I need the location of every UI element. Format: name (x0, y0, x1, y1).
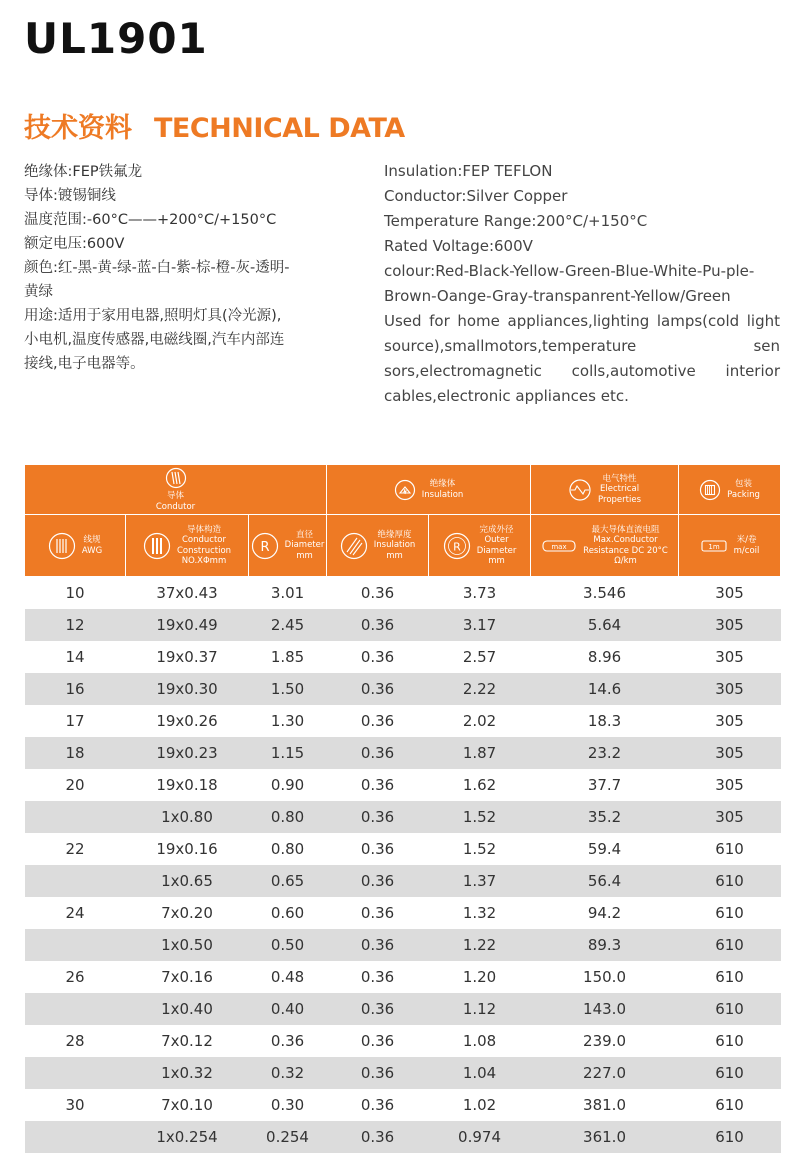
cell-packing: 305 (679, 609, 781, 641)
group-insulation-cn: 绝缘体 (429, 479, 456, 489)
cell-thickness: 0.36 (327, 1121, 429, 1153)
cell-diameter: 1.85 (249, 641, 327, 673)
table-row (25, 705, 781, 737)
cell-construction: 7x0.20 (126, 897, 249, 929)
cell-diameter: 0.65 (249, 865, 327, 897)
section-heading (24, 106, 405, 145)
col-outer-unit: mm (488, 556, 505, 566)
section-heading-en: TECHNICAL DATA (154, 113, 405, 144)
cell-awg: 28 (25, 1025, 126, 1057)
group-insulation-en: Insulation (421, 489, 464, 500)
cell-packing: 610 (679, 929, 781, 961)
cell-awg: 18 (25, 737, 126, 769)
cell-packing: 610 (679, 1057, 781, 1089)
group-packing-cn: 包装 (735, 479, 753, 489)
column-header-diameter (249, 515, 327, 577)
column-header-resistance (531, 515, 679, 577)
cell-construction: 1x0.50 (126, 929, 249, 961)
cell-packing: 610 (679, 1121, 781, 1153)
table-row (25, 1057, 781, 1089)
col-diameter-en: Diameter (284, 540, 325, 551)
col-packing-cn: 米/卷 (736, 535, 757, 545)
group-conductor-cn: 导体 (167, 491, 185, 501)
cell-outer-diameter: 3.73 (429, 577, 531, 609)
en-spec-conductor: Conductor:Silver Copper (384, 187, 568, 205)
cell-resistance: 361.0 (531, 1121, 679, 1153)
cell-construction: 19x0.18 (126, 769, 249, 801)
cell-construction: 19x0.37 (126, 641, 249, 673)
cell-awg: 30 (25, 1089, 126, 1121)
english-specs (384, 159, 780, 409)
cell-diameter: 0.48 (249, 961, 327, 993)
group-packing-en: Packing (727, 489, 760, 500)
cell-outer-diameter: 1.04 (429, 1057, 531, 1089)
cell-resistance: 8.96 (531, 641, 679, 673)
cell-diameter: 0.254 (249, 1121, 327, 1153)
cell-resistance: 227.0 (531, 1057, 679, 1089)
table-row (25, 641, 781, 673)
cell-resistance: 23.2 (531, 737, 679, 769)
en-spec-insulation: Insulation:FEP TEFLON (384, 162, 553, 180)
table-row (25, 673, 781, 705)
en-spec-colour: colour:Red-Black-Yellow-Green-Blue-White-Pu-ple-Brown-Oange-Gray-transpanrent-Yellow/Green (384, 262, 755, 305)
cell-construction: 19x0.49 (126, 609, 249, 641)
cell-packing: 610 (679, 1025, 781, 1057)
cell-packing: 610 (679, 897, 781, 929)
group-header-electrical (531, 465, 679, 515)
cell-outer-diameter: 2.57 (429, 641, 531, 673)
table-row (25, 577, 781, 609)
cell-awg: 16 (25, 673, 126, 705)
cell-outer-diameter: 1.87 (429, 737, 531, 769)
column-header-packing (679, 515, 781, 577)
cell-thickness: 0.36 (327, 833, 429, 865)
cell-diameter: 0.40 (249, 993, 327, 1025)
cell-construction: 1x0.32 (126, 1057, 249, 1089)
cn-spec-line: 小电机,温度传感器,电磁线圈,汽车内部连 (24, 332, 285, 348)
cell-packing: 305 (679, 801, 781, 833)
cell-awg: 17 (25, 705, 126, 737)
cell-thickness: 0.36 (327, 1057, 429, 1089)
table-row (25, 769, 781, 801)
cell-diameter: 0.80 (249, 833, 327, 865)
cell-outer-diameter: 1.08 (429, 1025, 531, 1057)
cell-thickness: 0.36 (327, 673, 429, 705)
insulation-thickness-icon (340, 532, 368, 560)
cell-construction: 19x0.16 (126, 833, 249, 865)
cell-packing: 610 (679, 865, 781, 897)
col-construction-en3: NO.XΦmm (181, 556, 227, 566)
col-construction-en2: Construction (176, 545, 232, 556)
cn-spec-line: 导体:镀锡铜线 (24, 188, 116, 204)
table-row (25, 737, 781, 769)
group-electrical-en1: Electrical (599, 484, 640, 495)
cell-awg (25, 1057, 126, 1089)
cell-construction: 1x0.254 (126, 1121, 249, 1153)
cell-outer-diameter: 2.02 (429, 705, 531, 737)
cell-construction: 1x0.40 (126, 993, 249, 1025)
cell-thickness: 0.36 (327, 577, 429, 609)
cell-outer-diameter: 1.22 (429, 929, 531, 961)
cell-awg: 22 (25, 833, 126, 865)
cell-outer-diameter: 2.22 (429, 673, 531, 705)
column-header-outer-diameter (429, 515, 531, 577)
cell-packing: 610 (679, 961, 781, 993)
cell-awg (25, 865, 126, 897)
table-row (25, 609, 781, 641)
cell-awg (25, 1121, 126, 1153)
cell-construction: 1x0.80 (126, 801, 249, 833)
group-header-conductor (25, 465, 327, 515)
wire-strand-icon (143, 532, 171, 560)
meter-icon (700, 536, 728, 556)
group-electrical-cn: 电气特性 (602, 473, 637, 484)
cell-resistance: 89.3 (531, 929, 679, 961)
table-row (25, 929, 781, 961)
cell-resistance: 5.64 (531, 609, 679, 641)
cell-packing: 305 (679, 673, 781, 705)
cell-resistance: 143.0 (531, 993, 679, 1025)
cell-thickness: 0.36 (327, 769, 429, 801)
radius-icon (251, 532, 279, 560)
cn-spec-line: 用途:适用于家用电器,照明灯具(冷光源), (24, 308, 282, 324)
cell-thickness: 0.36 (327, 1089, 429, 1121)
col-outer-en2: Diameter (476, 545, 517, 556)
table-row (25, 865, 781, 897)
col-outer-en1: Outer (484, 535, 509, 545)
cell-diameter: 1.15 (249, 737, 327, 769)
table-row (25, 1121, 781, 1153)
coil-icon (699, 479, 721, 501)
group-header-packing (679, 465, 781, 515)
col-construction-en1: Conductor (181, 535, 226, 545)
table-row (25, 1025, 781, 1057)
column-header-construction (126, 515, 249, 577)
col-awg-cn: 线规 (83, 535, 101, 545)
cn-spec-line: 温度范围:-60°C——+200°C/+150°C (24, 212, 277, 228)
cell-diameter: 0.50 (249, 929, 327, 961)
cell-diameter: 0.30 (249, 1089, 327, 1121)
cell-construction: 7x0.16 (126, 961, 249, 993)
cell-resistance: 37.7 (531, 769, 679, 801)
page-title: UL1901 (24, 14, 208, 63)
col-resistance-en1: Max.Conductor (593, 535, 658, 545)
cell-resistance: 35.2 (531, 801, 679, 833)
col-packing-en: m/coil (733, 545, 760, 556)
cell-packing: 305 (679, 577, 781, 609)
cell-awg (25, 993, 126, 1025)
cell-awg: 10 (25, 577, 126, 609)
en-spec-temperature: Temperature Range:200°C/+150°C (384, 212, 648, 230)
cell-outer-diameter: 1.12 (429, 993, 531, 1025)
max-icon-label: max (551, 542, 567, 551)
cell-packing: 305 (679, 769, 781, 801)
cell-thickness: 0.36 (327, 993, 429, 1025)
cell-thickness: 0.36 (327, 801, 429, 833)
cell-resistance: 56.4 (531, 865, 679, 897)
cell-packing: 610 (679, 1089, 781, 1121)
cell-thickness: 0.36 (327, 865, 429, 897)
cell-diameter: 0.90 (249, 769, 327, 801)
insulation-icon (394, 479, 416, 501)
col-thickness-en: Insulation (373, 540, 416, 551)
cn-spec-line: 额定电压:600V (24, 236, 125, 252)
technical-data-table (24, 464, 780, 1153)
table-row (25, 897, 781, 929)
cell-outer-diameter: 1.62 (429, 769, 531, 801)
section-heading-cn: 技术资料 (24, 113, 132, 144)
cell-outer-diameter: 1.52 (429, 801, 531, 833)
en-spec-voltage: Rated Voltage:600V (384, 237, 533, 255)
cell-construction: 37x0.43 (126, 577, 249, 609)
cell-packing: 305 (679, 641, 781, 673)
table-body (25, 577, 781, 1153)
cell-outer-diameter: 1.37 (429, 865, 531, 897)
outer-diameter-icon (443, 532, 471, 560)
col-outer-cn: 完成外径 (479, 524, 514, 535)
cell-packing: 610 (679, 833, 781, 865)
table-row (25, 801, 781, 833)
cell-construction: 19x0.26 (126, 705, 249, 737)
cell-resistance: 150.0 (531, 961, 679, 993)
outer-diameter-icon-letter: R (452, 540, 461, 553)
group-electrical-en2: Properties (598, 494, 642, 505)
col-construction-cn: 导体构造 (186, 524, 221, 535)
cell-resistance: 59.4 (531, 833, 679, 865)
cell-construction: 7x0.12 (126, 1025, 249, 1057)
resistor-icon (568, 479, 592, 501)
cn-spec-line: 颜色:红-黑-黄-绿-蓝-白-紫-棕-橙-灰-透明- (24, 260, 290, 276)
column-header-thickness (327, 515, 429, 577)
cell-packing: 305 (679, 737, 781, 769)
table-row (25, 1089, 781, 1121)
cell-construction: 19x0.23 (126, 737, 249, 769)
cell-awg (25, 801, 126, 833)
group-header-insulation (327, 465, 531, 515)
cell-awg: 24 (25, 897, 126, 929)
table-row (25, 993, 781, 1025)
cell-awg: 14 (25, 641, 126, 673)
cell-packing: 610 (679, 993, 781, 1025)
cell-awg: 26 (25, 961, 126, 993)
cell-construction: 7x0.10 (126, 1089, 249, 1121)
cell-thickness: 0.36 (327, 641, 429, 673)
cell-resistance: 14.6 (531, 673, 679, 705)
cell-packing: 305 (679, 705, 781, 737)
cell-diameter: 0.32 (249, 1057, 327, 1089)
cell-awg: 12 (25, 609, 126, 641)
cell-outer-diameter: 1.52 (429, 833, 531, 865)
cell-outer-diameter: 1.20 (429, 961, 531, 993)
col-thickness-cn: 绝缘厚度 (377, 529, 412, 540)
cell-thickness: 0.36 (327, 929, 429, 961)
col-resistance-en2: Resistance DC 20°C (583, 545, 668, 556)
cell-construction: 1x0.65 (126, 865, 249, 897)
cell-resistance: 3.546 (531, 577, 679, 609)
cn-spec-line: 黄绿 (24, 284, 53, 300)
cell-awg: 20 (25, 769, 126, 801)
gauge-wire-icon (48, 532, 76, 560)
cell-diameter: 0.36 (249, 1025, 327, 1057)
cell-resistance: 94.2 (531, 897, 679, 929)
col-diameter-cn: 直径 (296, 529, 314, 540)
cell-thickness: 0.36 (327, 897, 429, 929)
cell-diameter: 1.30 (249, 705, 327, 737)
cell-thickness: 0.36 (327, 705, 429, 737)
stranded-wire-icon (165, 467, 187, 489)
cell-resistance: 239.0 (531, 1025, 679, 1057)
cell-thickness: 0.36 (327, 609, 429, 641)
cn-spec-line: 绝缘体:FEP铁氟龙 (24, 164, 143, 180)
cell-diameter: 1.50 (249, 673, 327, 705)
cell-awg (25, 929, 126, 961)
en-spec-usage: Used for home appliances,lighting lamps(cold light source),smallmotors,temperature sen sors,electromagnetic colls,automotive interior cables,electronic appliances etc. (384, 312, 780, 405)
cell-thickness: 0.36 (327, 1025, 429, 1057)
cell-diameter: 0.80 (249, 801, 327, 833)
col-resistance-unit: Ω/km (614, 556, 637, 566)
chinese-specs (24, 160, 344, 376)
group-conductor-en: Condutor (155, 501, 196, 512)
cell-diameter: 3.01 (249, 577, 327, 609)
max-resistance-icon (541, 536, 577, 556)
cell-construction: 19x0.30 (126, 673, 249, 705)
col-awg-en: AWG (81, 545, 103, 556)
cell-outer-diameter: 1.32 (429, 897, 531, 929)
cell-outer-diameter: 3.17 (429, 609, 531, 641)
cell-thickness: 0.36 (327, 737, 429, 769)
col-diameter-unit: mm (296, 550, 313, 561)
cell-diameter: 2.45 (249, 609, 327, 641)
table-row (25, 833, 781, 865)
cell-outer-diameter: 0.974 (429, 1121, 531, 1153)
table-row (25, 961, 781, 993)
col-thickness-unit: mm (386, 550, 403, 561)
col-resistance-cn: 最大导体直流电阻 (591, 524, 660, 535)
cell-resistance: 18.3 (531, 705, 679, 737)
meter-icon-label: 1m (708, 542, 720, 551)
radius-icon-letter: R (260, 539, 270, 555)
cell-diameter: 0.60 (249, 897, 327, 929)
cell-resistance: 381.0 (531, 1089, 679, 1121)
cell-outer-diameter: 1.02 (429, 1089, 531, 1121)
column-header-awg (25, 515, 126, 577)
cn-spec-line: 接线,电子电器等。 (24, 356, 145, 372)
cell-thickness: 0.36 (327, 961, 429, 993)
